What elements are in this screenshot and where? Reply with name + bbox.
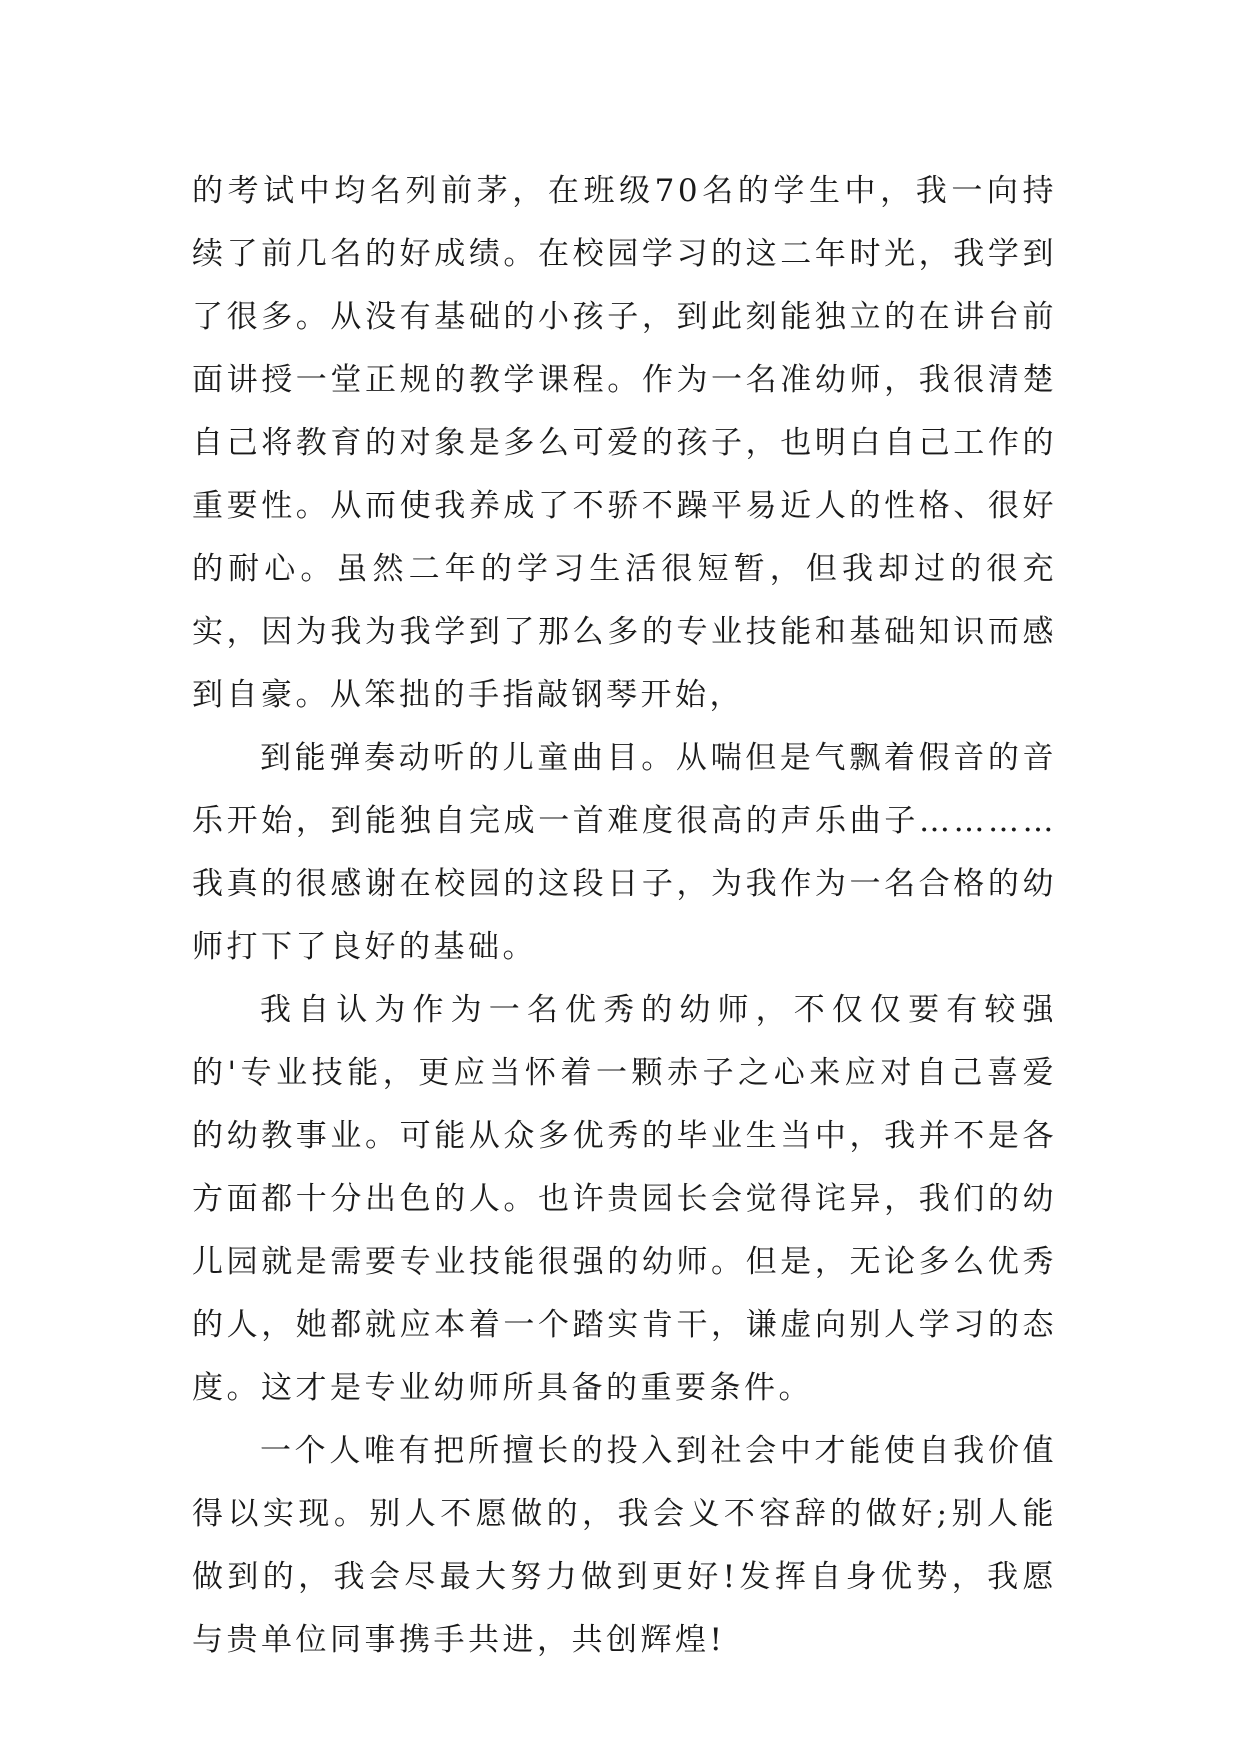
paragraph-2: 到能弹奏动听的儿童曲目。从喘但是气飘着假音的音乐开始，到能独自完成一首难度很高的声乐曲子…………我真的很感谢在校园的这段日子，为我作为一名合格的幼师打下了良好的基础。: [192, 740, 1057, 965]
paragraph-3: 我自认为作为一名优秀的幼师，不仅仅要有较强的'专业技能，更应当怀着一颗赤子之心来应对自己喜爱的幼教事业。可能从众多优秀的毕业生当中，我并不是各方面都十分出色的人。也许贵园长会觉得诧异，我们的幼儿园就是需要专业技能很强的幼师。但是，无论多么优秀的人，她都就应本着一个踏实肯干，谦虚向别人学习的态度。这才是专业幼师所具备的重要条件。: [192, 992, 1057, 1406]
paragraph-1: 的考试中均名列前茅，在班级70名的学生中，我一向持续了前几名的好成绩。在校园学习的这二年时光，我学到了很多。从没有基础的小孩子，到此刻能独立的在讲台前面讲授一堂正规的教学课程。作为一名准幼师，我很清楚自己将教育的对象是多么可爱的孩子，也明白自己工作的重要性。从而使我养成了不骄不躁平易近人的性格、很好的耐心。虽然二年的学习生活很短暂，但我却过的很充实，因为我为我学到了那么多的专业技能和基础知识而感到自豪。从笨拙的手指敲钢琴开始，: [192, 173, 1057, 713]
paragraph-4: 一个人唯有把所擅长的投入到社会中才能使自我价值得以实现。别人不愿做的，我会义不容辞的做好;别人能做到的，我会尽最大努力做到更好!发挥自身优势，我愿与贵单位同事携手共进，共创辉煌!: [192, 1433, 1057, 1658]
body-text: [192, 160, 1057, 1672]
